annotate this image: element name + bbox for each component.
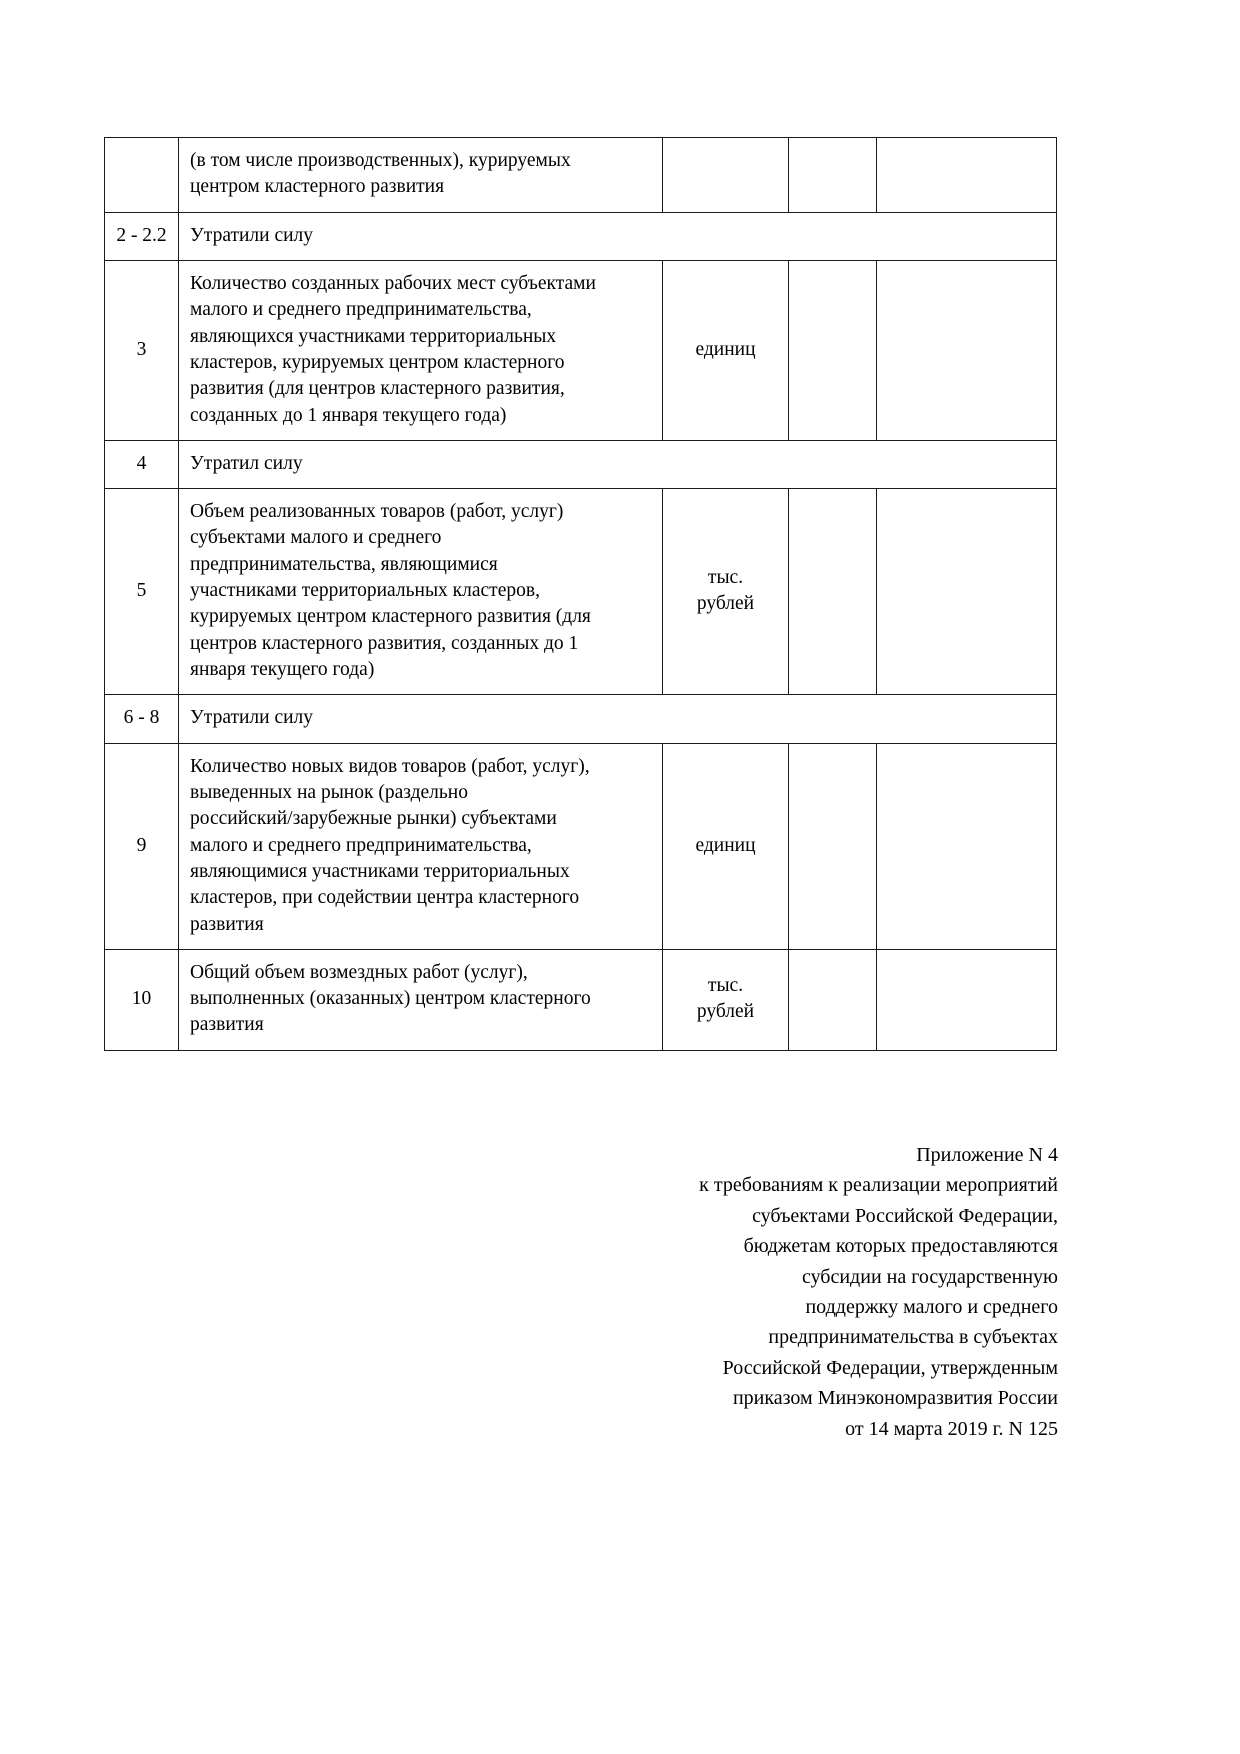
- text-line: малого и среднего предпринимательства,: [190, 299, 532, 321]
- value-cell-2[interactable]: [877, 743, 1057, 949]
- repealed-text: [190, 705, 1045, 731]
- repealed-text: [190, 223, 1045, 249]
- text-line: российский/зарубежные рынки) субъектами: [190, 808, 557, 830]
- text-line: центров кластерного развития, созданных до 1: [190, 632, 579, 654]
- indicators-table-body: [105, 138, 1057, 1051]
- table-row: [105, 440, 1057, 488]
- row-repealed-cell: [179, 695, 1057, 743]
- indicator-name-cell: [179, 260, 663, 440]
- value-cell-2[interactable]: [877, 260, 1057, 440]
- text-line: рублей: [696, 593, 755, 615]
- value-cell-2[interactable]: [877, 138, 1057, 213]
- indicator-name-text: [190, 271, 651, 429]
- indicator-name-cell: [179, 138, 663, 213]
- appendix-line: к требованиям к реализации мероприятий: [699, 1174, 1058, 1197]
- text-line: выполненных (оказанных) центром кластерного: [190, 988, 591, 1010]
- row-number-cell: 9: [105, 743, 179, 949]
- appendix-line: бюджетам которых предоставляются: [743, 1235, 1058, 1258]
- unit-cell: [663, 489, 789, 695]
- appendix-line: от 14 марта 2019 г. N 125: [845, 1417, 1058, 1440]
- text-line: Утратили силу: [190, 224, 314, 246]
- table-row: [105, 695, 1057, 743]
- indicator-name-cell: [179, 489, 663, 695]
- unit-text: [667, 833, 784, 859]
- row-repealed-cell: [179, 212, 1057, 260]
- table-row: [105, 138, 1057, 213]
- text-line: являющихся участниками территориальных: [190, 325, 557, 347]
- unit-text: [667, 337, 784, 363]
- row-number-cell: 3: [105, 260, 179, 440]
- appendix-line: субсидии на государственную: [801, 1265, 1058, 1288]
- value-cell-1[interactable]: [789, 138, 877, 213]
- value-cell-1[interactable]: [789, 949, 877, 1050]
- text-line: малого и среднего предпринимательства,: [190, 834, 532, 856]
- table-row: [105, 212, 1057, 260]
- indicators-table: [104, 137, 1057, 1051]
- text-line: тыс.: [707, 974, 744, 996]
- indicator-name-cell: [179, 949, 663, 1050]
- text-line: Утратили силу: [190, 707, 314, 729]
- text-line: участниками территориальных кластеров,: [190, 580, 540, 602]
- appendix-line: поддержку малого и среднего: [805, 1295, 1058, 1318]
- row-number-cell: 10: [105, 949, 179, 1050]
- table-row: [105, 743, 1057, 949]
- appendix-line: Российской Федерации, утвержденным: [722, 1356, 1058, 1379]
- row-number-cell: [105, 138, 179, 213]
- text-line: развития: [190, 1014, 264, 1036]
- row-number-cell: 2 - 2.2: [105, 212, 179, 260]
- appendix-line: субъектами Российской Федерации,: [752, 1204, 1058, 1227]
- text-line: января текущего года): [190, 659, 375, 680]
- text-line: кластеров, при содействии центра кластерного: [190, 887, 580, 909]
- unit-cell: [663, 949, 789, 1050]
- repealed-text: [190, 451, 1045, 477]
- text-line: центром кластерного развития: [190, 176, 445, 198]
- text-line: (в том числе производственных), курируемых: [190, 150, 571, 171]
- appendix-line: приказом Минэкономразвития России: [732, 1387, 1058, 1410]
- text-line: кластеров, курируемых центром кластерного: [190, 351, 565, 373]
- row-number-cell: 4: [105, 440, 179, 488]
- indicator-name-cell: [179, 743, 663, 949]
- appendix-reference-block: [558, 1140, 1058, 1444]
- text-line: Общий объем возмездных работ (услуг),: [190, 961, 528, 983]
- value-cell-1[interactable]: [789, 489, 877, 695]
- text-line: единиц: [695, 834, 756, 856]
- text-line: рублей: [696, 1001, 755, 1023]
- value-cell-2[interactable]: [877, 489, 1057, 695]
- unit-cell: [663, 260, 789, 440]
- text-line: Утратил силу: [190, 452, 303, 474]
- indicator-name-text: [190, 960, 651, 1039]
- text-line: Количество новых видов товаров (работ, услуг),: [190, 755, 590, 777]
- row-number-cell: 5: [105, 489, 179, 695]
- value-cell-1[interactable]: [789, 260, 877, 440]
- text-line: субъектами малого и среднего: [190, 527, 442, 549]
- table-row: [105, 489, 1057, 695]
- row-number-cell: 6 - 8: [105, 695, 179, 743]
- table-row: [105, 260, 1057, 440]
- text-line: курируемых центром кластерного развития (для: [190, 606, 591, 628]
- value-cell-2[interactable]: [877, 949, 1057, 1050]
- unit-text: [667, 973, 784, 1026]
- value-cell-1[interactable]: [789, 743, 877, 949]
- text-line: Объем реализованных товаров (работ, услуг): [190, 501, 564, 523]
- text-line: развития: [190, 913, 264, 935]
- text-line: единиц: [695, 338, 756, 360]
- appendix-line: предпринимательства в субъектах: [768, 1326, 1058, 1349]
- row-repealed-cell: [179, 440, 1057, 488]
- text-line: тыс.: [707, 566, 744, 588]
- indicator-name-text: [190, 499, 651, 683]
- indicator-name-text: [190, 754, 651, 938]
- text-line: развития (для центров кластерного развития,: [190, 378, 565, 400]
- unit-cell: [663, 743, 789, 949]
- text-line: выведенных на рынок (раздельно: [190, 781, 468, 803]
- text-line: созданных до 1 января текущего года): [190, 404, 507, 426]
- appendix-line: Приложение N 4: [916, 1144, 1058, 1166]
- unit-text: [667, 565, 784, 618]
- text-line: Количество созданных рабочих мест субъектами: [190, 272, 596, 294]
- indicator-name-text: [190, 148, 651, 201]
- table-row: [105, 949, 1057, 1050]
- text-line: предпринимательства, являющимися: [190, 553, 498, 575]
- text-line: являющимися участниками территориальных: [190, 860, 570, 882]
- unit-cell: [663, 138, 789, 213]
